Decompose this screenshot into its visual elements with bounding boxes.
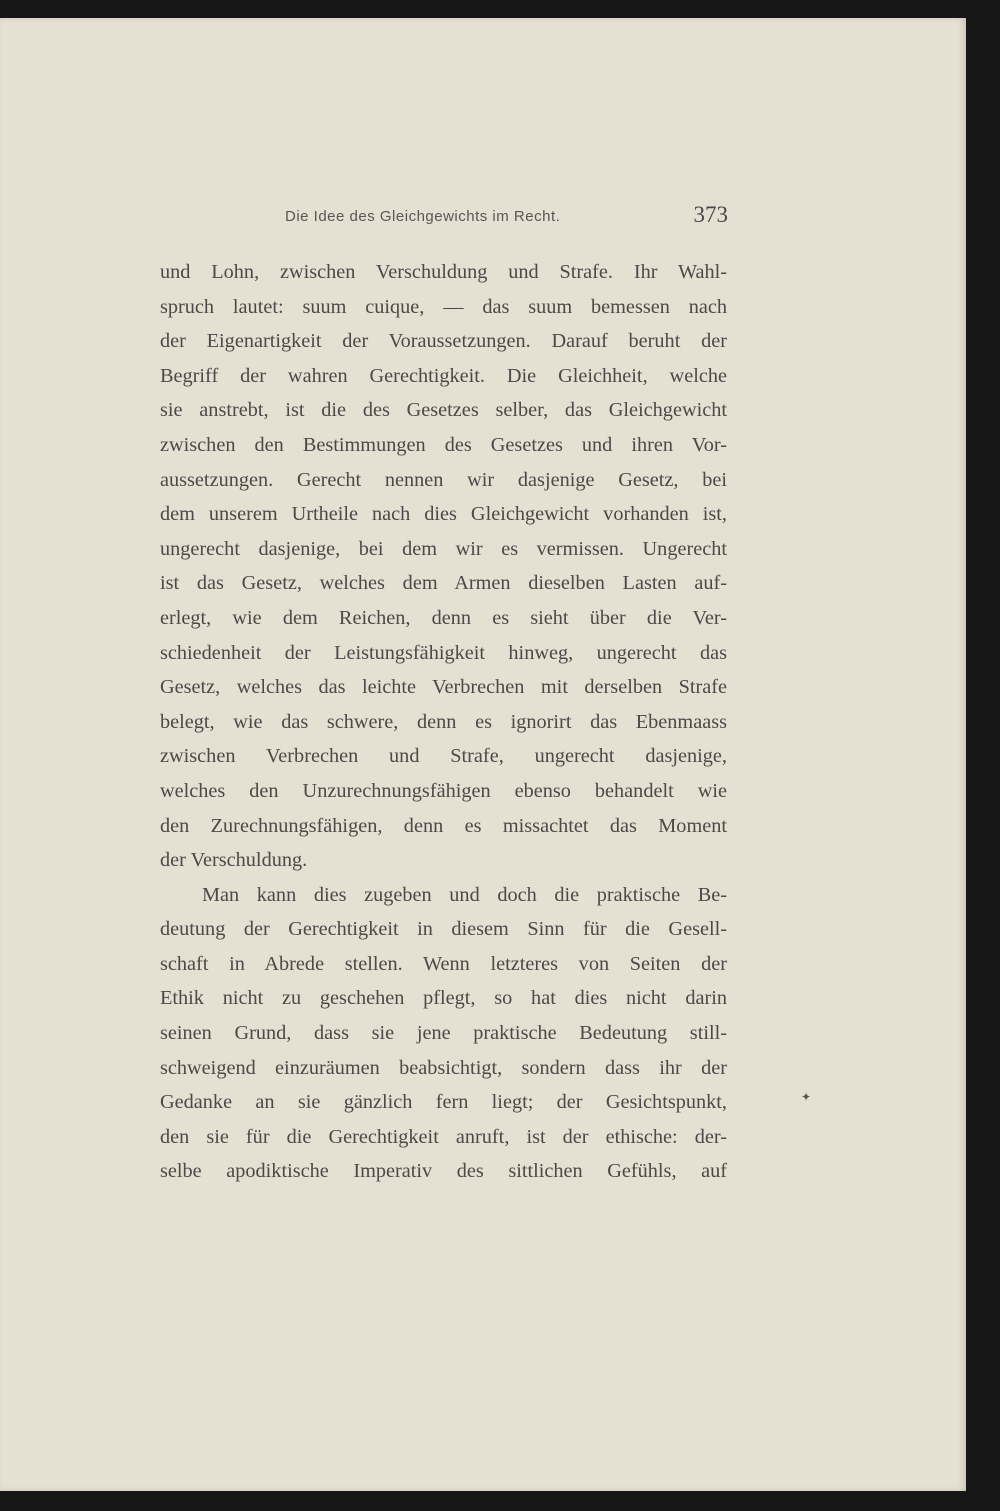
text-line: erlegt, wie dem Reichen, denn es sieht über die Ver-: [160, 606, 727, 629]
text-line: der Eigenartigkeit der Voraussetzungen. Darauf beruht der: [160, 330, 727, 353]
book-page: [0, 18, 966, 1491]
margin-mark-icon: ✦: [801, 1090, 812, 1104]
text-line: Ethik nicht zu geschehen pflegt, so hat dies nicht darin: [160, 987, 727, 1010]
text-line: welches den Unzurechnungsfähigen ebenso behandelt wie: [160, 779, 727, 802]
text-line: schweigend einzuräumen beabsichtigt, sondern dass ihr der: [160, 1056, 727, 1079]
text-line: seinen Grund, dass sie jene praktische Bedeutung still-: [160, 1022, 727, 1045]
text-line: aussetzungen. Gerecht nennen wir dasjenige Gesetz, bei: [160, 468, 727, 491]
text-line: Man kann dies zugeben und doch die praktische Be-: [202, 883, 727, 906]
text-line: ist das Gesetz, welches dem Armen dieselben Lasten auf-: [160, 572, 727, 595]
text-line: zwischen Verbrechen und Strafe, ungerecht dasjenige,: [160, 745, 727, 768]
text-line: Gesetz, welches das leichte Verbrechen mit derselben Strafe: [160, 676, 727, 699]
text-line: dem unserem Urtheile nach dies Gleichgewicht vorhanden ist,: [160, 503, 727, 526]
text-line: zwischen den Bestimmungen des Gesetzes und ihren Vor-: [160, 433, 727, 456]
running-title: Die Idee des Gleichgewichts im Recht.: [285, 208, 561, 225]
page-number: 373: [693, 202, 728, 227]
text-line: Begriff der wahren Gerechtigkeit. Die Gleichheit, welche: [160, 364, 727, 387]
body-text: [160, 255, 727, 1189]
text-line: schiedenheit der Leistungsfähigkeit hinweg, ungerecht das: [160, 641, 727, 664]
text-line: spruch lautet: suum cuique, — das suum bemessen nach: [160, 295, 727, 318]
text-line: und Lohn, zwischen Verschuldung und Strafe. Ihr Wahl-: [160, 261, 727, 283]
text-line: sie anstrebt, ist die des Gesetzes selber, das Gleichgewicht: [160, 399, 727, 422]
text-line: belegt, wie das schwere, denn es ignorirt das Ebenmaass: [160, 710, 727, 733]
text-line: den sie für die Gerechtigkeit anruft, ist der ethische: der-: [160, 1125, 727, 1148]
text-line: Gedanke an sie gänzlich fern liegt; der Gesichtspunkt,: [160, 1091, 727, 1114]
page-header: [160, 204, 740, 240]
text-line: selbe apodiktische Imperativ des sittlichen Gefühls, auf: [160, 1160, 727, 1183]
text-line: der Verschuldung.: [160, 849, 308, 872]
text-line: ungerecht dasjenige, bei dem wir es vermissen. Ungerecht: [160, 537, 727, 560]
text-line: schaft in Abrede stellen. Wenn letzteres von Seiten der: [160, 952, 727, 975]
text-line: den Zurechnungsfähigen, denn es missachtet das Moment: [160, 814, 727, 837]
text-line: deutung der Gerechtigkeit in diesem Sinn für die Gesell-: [160, 918, 727, 941]
